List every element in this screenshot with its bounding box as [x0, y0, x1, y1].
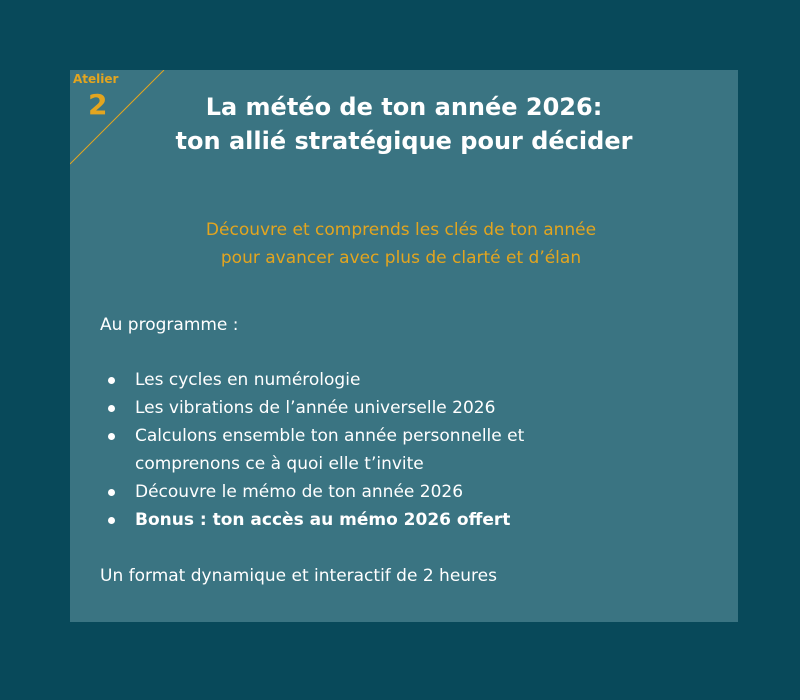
badge-number: 2 [88, 88, 108, 121]
title-line-1: La météo de ton année 2026: [205, 93, 603, 121]
bullet-icon [108, 433, 115, 440]
bullet-icon [108, 377, 115, 384]
bullet-icon [108, 489, 115, 496]
program-heading: Au programme : [100, 315, 239, 335]
program-item [102, 394, 622, 422]
program-item-text: Bonus : ton accès au mémo 2026 offert [135, 510, 511, 530]
program-item-bonus [102, 506, 622, 534]
program-item [102, 478, 622, 506]
format-note: Un format dynamique et interactif de 2 heures [100, 566, 497, 586]
workshop-title [70, 90, 738, 158]
workshop-subtitle [70, 216, 732, 272]
program-item-text: Découvre le mémo de ton année 2026 [135, 482, 464, 502]
workshop-card [70, 70, 738, 622]
badge-label: Atelier [73, 72, 119, 86]
subtitle-line-2: pour avancer avec plus de clarté et d’élan [220, 248, 582, 268]
subtitle-line-1: Découvre et comprends les clés de ton année [205, 220, 597, 240]
bullet-icon [108, 517, 115, 524]
program-item-text: Calculons ensemble ton année personnelle et comprenons ce à quoi elle t’invite [135, 426, 525, 474]
program-item-text: Les cycles en numérologie [135, 370, 361, 390]
program-list [102, 366, 622, 534]
program-item [102, 422, 622, 478]
title-line-2: ton allié stratégique pour décider [175, 127, 633, 155]
program-item [102, 366, 622, 394]
program-item-text: Les vibrations de l’année universelle 2026 [135, 398, 496, 418]
bullet-icon [108, 405, 115, 412]
